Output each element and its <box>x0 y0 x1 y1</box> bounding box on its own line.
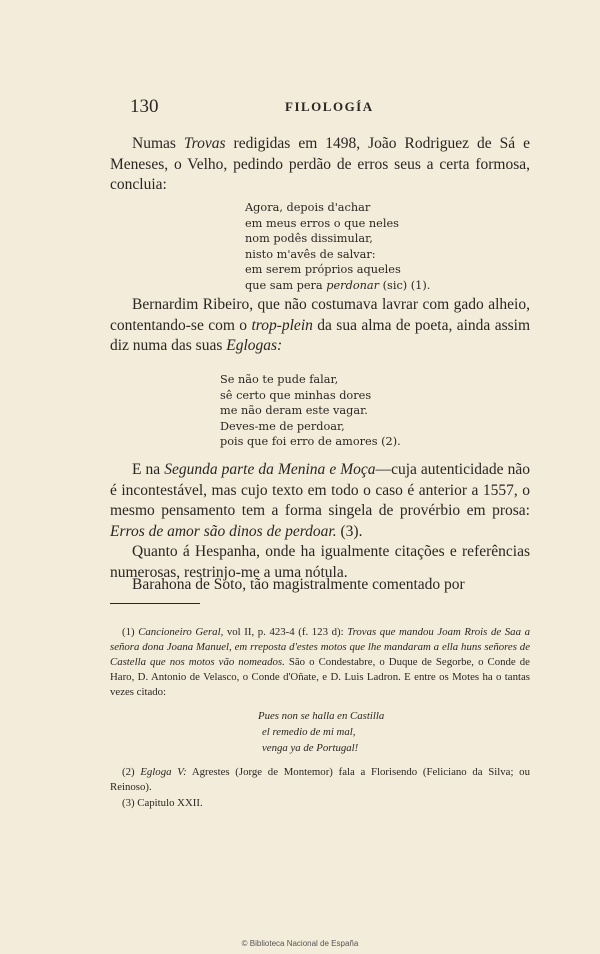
running-head: FILOLOGÍA <box>285 99 374 114</box>
verse-line: pois que foi erro de amores (2). <box>220 435 401 449</box>
verse-quote-2 <box>220 372 401 450</box>
verse-line: Pues non se halla en Castilla <box>258 710 385 722</box>
text-run: (3). <box>336 522 363 540</box>
text-run: Numas <box>132 135 184 152</box>
footnote-marker: (1) <box>122 626 139 638</box>
text-run: —cuja autenticidade não é incontestável, mas cujo texto em todo o caso é anterior a 1557, o mesmo pensamento tem a forma singela de provérbio em prosa: <box>110 461 530 519</box>
verse-line: venga ya de Portugal! <box>262 742 359 754</box>
paragraph-2 <box>110 295 530 357</box>
text-run: redigidas em 1498, João Rodriguez de Sá e Meneses, o Velho, pedindo perdão de erros seus a certa formosa, concluia: <box>110 135 530 193</box>
footnote-1 <box>110 625 530 700</box>
verse-line: em serem próprios aqueles <box>245 263 401 277</box>
italic-proverb: Erros de amor são dinos de perdoar. <box>110 522 337 540</box>
italic-quote: Trovas que mandou Joam Rrois de Saa a señora dona Joana Manuel, em rreposta d'estes motos que lhe mandaram a ella huns señores de Castella que nos motos vão nomeados. <box>110 626 530 668</box>
verse-line: el remedio de mi mal, <box>262 726 356 738</box>
text-run: que sam pera <box>245 278 327 292</box>
italic-title: Segunda parte da Menina e Moça <box>164 461 376 478</box>
italic-title: Trovas <box>183 135 226 152</box>
page-number: 130 <box>130 96 159 117</box>
paragraph-5: Barahona de Soto, tão magistralmente comentado por <box>132 576 465 593</box>
italic-title: Cancioneiro Geral, <box>138 626 224 638</box>
text-run: vol II, p. 423-4 (f. 123 d): <box>223 626 348 638</box>
footnote-3: (3) Capitulo XXII. <box>122 797 203 809</box>
italic-word: perdonar <box>326 278 380 292</box>
footnote-marker: (2) <box>122 766 141 778</box>
footnote-2 <box>110 765 530 795</box>
text-run: da sua alma de poeta, ainda assim diz numa das suas <box>110 316 530 354</box>
page-header <box>130 96 530 120</box>
verse-line: nisto m'avês de salvar: <box>245 247 376 261</box>
text-run: (sic) (1). <box>379 278 431 292</box>
verse-line: Se não te pude falar, <box>220 373 339 386</box>
italic-title: Eglogas: <box>226 337 283 354</box>
footnote-rule <box>110 603 200 604</box>
italic-word: trop-plein <box>251 316 313 334</box>
verse-line: em meus erros o que neles <box>245 216 399 230</box>
verse-line: Agora, depois d'achar <box>245 201 371 214</box>
paragraph-3 <box>110 460 530 542</box>
footnote-verse <box>258 708 384 756</box>
text-run: E na <box>132 461 165 478</box>
text-run: São o Condestabre, o Duque de Segorbe, o Conde de Haro, D. Antonio de Velasco, o Conde d'Oñate, e D. Luis Ladron. E entre os Motes ha o tantas vezes citado: <box>110 656 530 698</box>
verse-line: me não deram este vagar. <box>220 404 368 418</box>
paragraph-4: Quanto á Hespanha, onde ha igualmente citações e referências numerosas, restrinjo-me a uma nótula. <box>110 543 530 581</box>
text-run: Agrestes (Jorge de Montemor) fala a Florisendo (Feliciano da Silva; ou Reinoso). <box>110 766 530 793</box>
italic-title: Egloga V: <box>140 766 187 778</box>
text-run: Bernardim Ribeiro, que não costumava lavrar com gado alheio, contentando-se com o <box>110 296 530 334</box>
verse-line: nom podês dissimular, <box>245 232 373 246</box>
verse-line <box>245 278 430 294</box>
verse-line: sê certo que minhas dores <box>220 388 372 402</box>
verse-line: Deves-me de perdoar, <box>220 419 345 433</box>
verse-quote-1 <box>245 200 430 294</box>
paragraph-1 <box>110 134 530 196</box>
library-credit: © Biblioteca Nacional de España <box>241 939 359 948</box>
